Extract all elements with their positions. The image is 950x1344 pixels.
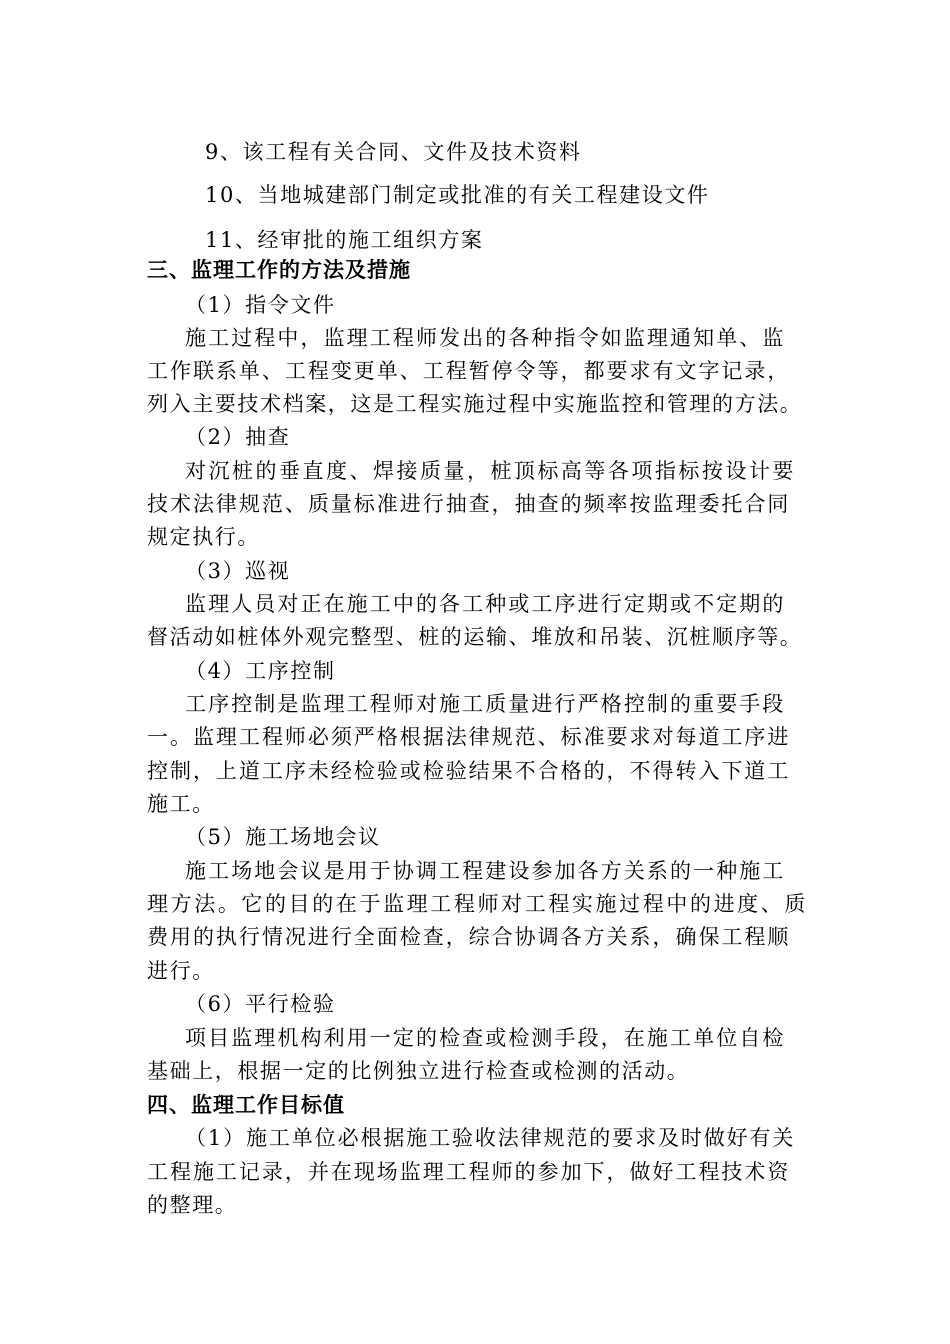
item-title-2: （2）抽查	[185, 425, 291, 449]
paragraph-line: 施工场地会议是用于协调工程建设参加各方关系的一种施工	[185, 859, 785, 883]
paragraph-line: 控制，上道工序未经检验或检验结果不合格的，不得转入下道工	[147, 759, 790, 783]
list-item-11: 11、经审批的施工组织方案	[205, 228, 484, 252]
item-title-3: （3）巡视	[185, 559, 291, 583]
paragraph-line: 督活动如桩体外观完整型、桩的运输、堆放和吊装、沉桩顺序等。	[147, 625, 803, 649]
paragraph-line: 技术法律规范、质量标准进行抽查，抽查的频率按监理委托合同	[147, 492, 790, 516]
paragraph-line: 的整理。	[147, 1193, 238, 1217]
paragraph-line: 施工。	[147, 792, 215, 816]
paragraph-line: 工作联系单、工程变更单、工程暂停令等，都要求有文字记录，	[147, 359, 790, 383]
paragraph-line: 监理人员对正在施工中的各工种或工序进行定期或不定期的	[185, 592, 785, 616]
paragraph-line: 项目监理机构利用一定的检查或检测手段，在施工单位自检	[185, 1026, 785, 1050]
item-title-1: （1）指令文件	[185, 293, 336, 317]
list-item-10: 10、当地城建部门制定或批准的有关工程建设文件	[205, 183, 710, 207]
paragraph-line: 工序控制是监理工程师对施工质量进行严格控制的重要手段	[185, 692, 785, 716]
section-heading-4: 四、监理工作目标值	[147, 1093, 345, 1117]
paragraph-line: 对沉桩的垂直度、焊接质量，桩顶标高等各项指标按设计要	[185, 459, 795, 483]
paragraph-line: 工程施工记录，并在现场监理工程师的参加下，做好工程技术资	[147, 1160, 790, 1184]
paragraph-line: 列入主要技术档案，这是工程实施过程中实施监控和管理的方法。	[147, 392, 803, 416]
paragraph-line: （1）施工单位必根据施工验收法律规范的要求及时做好有关	[185, 1126, 795, 1150]
paragraph-line: 理方法。它的目的在于监理工程师对工程实施过程中的进度、质	[147, 892, 807, 916]
item-title-6: （6）平行检验	[185, 992, 336, 1016]
paragraph-line: 进行。	[147, 959, 215, 983]
paragraph-line: 费用的执行情况进行全面检查，综合协调各方关系，确保工程顺	[147, 925, 790, 949]
paragraph-line: 规定执行。	[147, 525, 260, 549]
item-title-5: （5）施工场地会议	[185, 825, 381, 849]
paragraph-line: 基础上，根据一定的比例独立进行检查或检测的活动。	[147, 1059, 690, 1083]
paragraph-line: 施工过程中，监理工程师发出的各种指令如监理通知单、监	[185, 326, 785, 350]
item-title-4: （4）工序控制	[185, 659, 336, 683]
list-item-9: 9、该工程有关合同、文件及技术资料	[205, 140, 582, 164]
paragraph-line: 一。监理工程师必须严格根据法律规范、标准要求对每道工序进	[147, 725, 790, 749]
section-heading-3: 三、监理工作的方法及措施	[147, 258, 411, 282]
